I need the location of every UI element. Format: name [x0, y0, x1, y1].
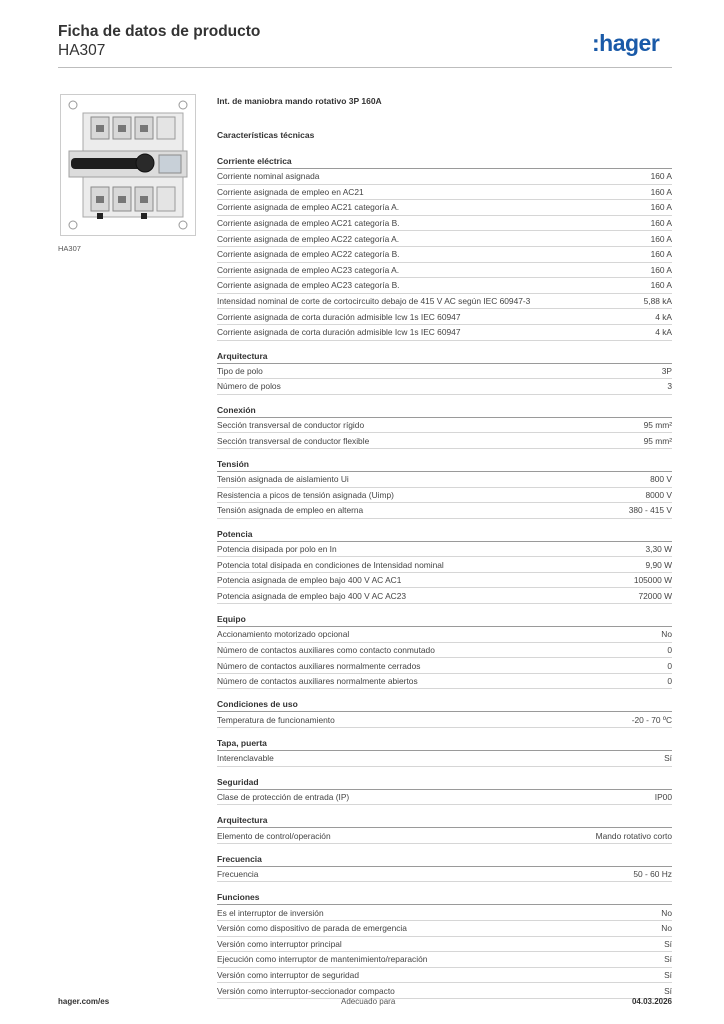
spec-value: 8000 V — [645, 489, 672, 500]
spec-row — [217, 712, 672, 728]
spec-label: Temperatura de funcionamiento — [217, 714, 335, 725]
product-name: Int. de maniobra mando rotativo 3P 160A — [217, 96, 382, 106]
product-code: HA307 — [58, 42, 106, 59]
spec-section — [217, 890, 672, 999]
spec-value: -20 - 70 ºC — [631, 714, 672, 725]
spec-label: Resistencia a picos de tensión asignada (Uimp) — [217, 489, 394, 500]
section-title: Funciones — [217, 890, 672, 905]
spec-row — [217, 627, 672, 643]
spec-value: 160 A — [650, 264, 672, 275]
spec-value: No — [661, 629, 672, 640]
image-caption: HA307 — [58, 244, 81, 253]
spec-value: 160 A — [650, 249, 672, 260]
spec-row — [217, 968, 672, 984]
spec-row — [217, 231, 672, 247]
spec-label: Versión como interruptor de seguridad — [217, 970, 359, 981]
spec-value: Mando rotativo corto — [595, 830, 672, 841]
spec-label: Corriente asignada de corta duración admisible Icw 1s IEC 60947 — [217, 311, 461, 322]
spec-row — [217, 472, 672, 488]
spec-row — [217, 247, 672, 263]
section-title: Arquitectura — [217, 349, 672, 364]
spec-row — [217, 433, 672, 449]
spec-value: 0 — [667, 676, 672, 687]
spec-row — [217, 905, 672, 921]
section-title: Equipo — [217, 612, 672, 627]
spec-value: 160 A — [650, 280, 672, 291]
spec-label: Corriente asignada de empleo AC22 categoría B. — [217, 249, 400, 260]
spec-value: 160 A — [650, 186, 672, 197]
spec-label: Corriente asignada de empleo AC21 categoría B. — [217, 218, 400, 229]
spec-value: 380 - 415 V — [628, 505, 672, 516]
section-title: Arquitectura — [217, 813, 672, 828]
spec-value: Sí — [664, 954, 672, 965]
spec-value: Sí — [664, 753, 672, 764]
spec-label: Potencia asignada de empleo bajo 400 V AC AC1 — [217, 575, 402, 586]
spec-label: Sección transversal de conductor flexible — [217, 435, 370, 446]
spec-row — [217, 503, 672, 519]
spec-section — [217, 813, 672, 844]
spec-row — [217, 325, 672, 341]
spec-section — [217, 697, 672, 728]
spec-label: Clase de protección de entrada (IP) — [217, 791, 350, 802]
spec-value: 4 kA — [655, 311, 672, 322]
spec-label: Es el interruptor de inversión — [217, 907, 324, 918]
spec-value: 3P — [661, 365, 672, 376]
spec-label: Corriente nominal asignada — [217, 171, 320, 182]
footer-website[interactable]: hager.com/es — [58, 997, 110, 1006]
spec-section — [217, 457, 672, 519]
spec-label: Intensidad nominal de corte de cortocircuito debajo de 415 V AC según IEC 60947-3 — [217, 296, 531, 307]
spec-section — [217, 612, 672, 689]
spec-row — [217, 983, 672, 999]
spec-value: Sí — [664, 970, 672, 981]
spec-row — [217, 937, 672, 953]
spec-section — [217, 403, 672, 449]
spec-label: Versión como interruptor-seccionador compacto — [217, 985, 395, 996]
section-title: Potencia — [217, 527, 672, 542]
section-title: Conexión — [217, 403, 672, 418]
section-title: Corriente eléctrica — [217, 154, 672, 169]
spec-row — [217, 790, 672, 806]
spec-row — [217, 542, 672, 558]
spec-value: 3,30 W — [645, 543, 672, 554]
spec-row — [217, 643, 672, 659]
spec-value: Sí — [664, 938, 672, 949]
spec-label: Corriente asignada de empleo AC21 categoría A. — [217, 202, 400, 213]
footer-date: 04.03.2026 — [631, 997, 672, 1006]
spec-label: Potencia total disipada en condiciones de Intensidad nominal — [217, 559, 444, 570]
section-title: Tapa, puerta — [217, 736, 672, 751]
spec-value: 95 mm² — [643, 420, 672, 431]
spec-section — [217, 852, 672, 883]
spec-value: 0 — [667, 660, 672, 671]
spec-row — [217, 867, 672, 883]
spec-label: Número de contactos auxiliares como contacto conmutado — [217, 644, 435, 655]
spec-label: Ejecución como interruptor de mantenimiento/reparación — [217, 954, 428, 965]
spec-value: 4 kA — [655, 327, 672, 338]
spec-row — [217, 828, 672, 844]
spec-label: Elemento de control/operación — [217, 830, 331, 841]
spec-row — [217, 263, 672, 279]
spec-label: Tensión asignada de aislamiento Ui — [217, 474, 349, 485]
spec-row — [217, 216, 672, 232]
spec-value: 95 mm² — [643, 435, 672, 446]
section-title: Tensión — [217, 457, 672, 472]
spec-value: 72000 W — [638, 590, 672, 601]
spec-row — [217, 573, 672, 589]
spec-row — [217, 294, 672, 310]
spec-row — [217, 379, 672, 395]
spec-label: Potencia disipada por polo en In — [217, 543, 337, 554]
spec-value: 160 A — [650, 202, 672, 213]
spec-row — [217, 309, 672, 325]
spec-row — [217, 557, 672, 573]
spec-label: Corriente asignada de corta duración admisible Icw 1s IEC 60947 — [217, 327, 461, 338]
characteristics-title: Características técnicas — [217, 130, 315, 140]
spec-label: Tensión asignada de empleo en alterna — [217, 505, 364, 516]
spec-value: 9,90 W — [645, 559, 672, 570]
spec-value: 800 V — [650, 474, 672, 485]
spec-section — [217, 775, 672, 806]
spec-section — [217, 736, 672, 767]
document-title: Ficha de datos de producto — [58, 23, 261, 40]
spec-row — [217, 952, 672, 968]
spec-section — [217, 154, 672, 341]
spec-row — [217, 185, 672, 201]
section-title: Seguridad — [217, 775, 672, 790]
specifications — [217, 94, 672, 999]
spec-label: Número de polos — [217, 381, 281, 392]
spec-row — [217, 278, 672, 294]
spec-label: Interenclavable — [217, 753, 274, 764]
spec-row — [217, 921, 672, 937]
spec-label: Tipo de polo — [217, 365, 263, 376]
spec-sections — [217, 154, 672, 999]
spec-value: No — [661, 907, 672, 918]
spec-label: Corriente asignada de empleo AC22 categoría A. — [217, 233, 400, 244]
spec-row — [217, 169, 672, 185]
spec-row — [217, 488, 672, 504]
spec-row — [217, 674, 672, 690]
spec-value: 0 — [667, 644, 672, 655]
section-title: Condiciones de uso — [217, 697, 672, 712]
spec-row — [217, 751, 672, 767]
spec-value: 105000 W — [633, 575, 672, 586]
spec-label: Potencia asignada de empleo bajo 400 V AC AC23 — [217, 590, 407, 601]
header-divider — [58, 67, 672, 68]
switch-disconnector-illustration — [61, 95, 195, 235]
hager-logo[interactable]: :hager — [592, 30, 660, 56]
spec-label: Sección transversal de conductor rígido — [217, 420, 365, 431]
spec-row — [217, 200, 672, 216]
spec-value: 3 — [667, 381, 672, 392]
spec-label: Corriente asignada de empleo AC23 categoría A. — [217, 264, 400, 275]
spec-label: Versión como interruptor principal — [217, 938, 342, 949]
spec-label: Accionamiento motorizado opcional — [217, 629, 350, 640]
spec-row — [217, 418, 672, 434]
spec-value: 50 - 60 Hz — [633, 869, 672, 880]
spec-row — [217, 364, 672, 380]
spec-label: Número de contactos auxiliares normalmente abiertos — [217, 676, 418, 687]
spec-value: No — [661, 923, 672, 934]
spec-row — [217, 658, 672, 674]
spec-section — [217, 527, 672, 604]
spec-label: Corriente asignada de empleo en AC21 — [217, 186, 364, 197]
spec-value: IP00 — [654, 791, 672, 802]
footer-note: Adecuado para — [341, 997, 396, 1006]
spec-label: Corriente asignada de empleo AC23 categoría B. — [217, 280, 400, 291]
product-image — [60, 94, 196, 236]
section-title: Frecuencia — [217, 852, 672, 867]
document-header — [58, 22, 260, 60]
spec-value: 160 A — [650, 171, 672, 182]
spec-label: Versión como dispositivo de parada de emergencia — [217, 923, 407, 934]
spec-value: 160 A — [650, 218, 672, 229]
spec-value: Sí — [664, 985, 672, 996]
spec-label: Número de contactos auxiliares normalmente cerrados — [217, 660, 421, 671]
spec-row — [217, 588, 672, 604]
spec-section — [217, 349, 672, 395]
spec-value: 160 A — [650, 233, 672, 244]
spec-label: Frecuencia — [217, 869, 259, 880]
spec-value: 5,88 kA — [643, 296, 672, 307]
